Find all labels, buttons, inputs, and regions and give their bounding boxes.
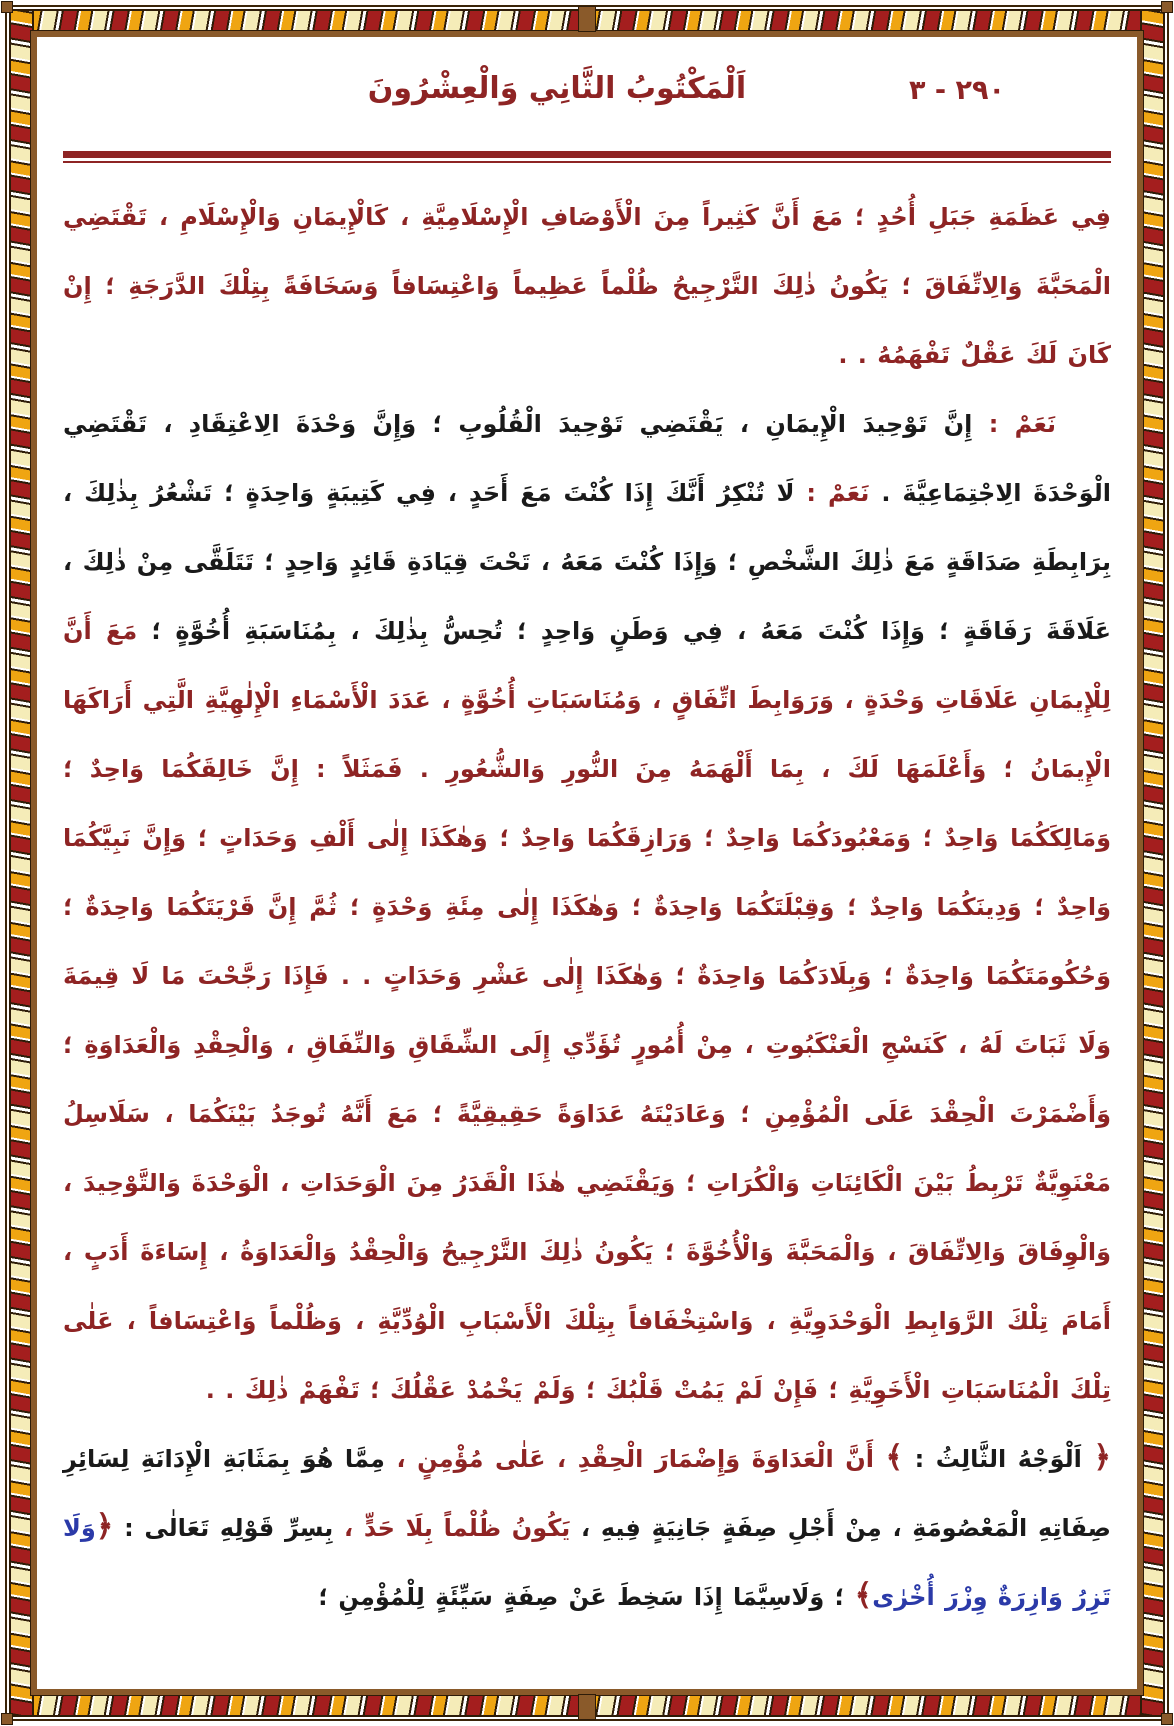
frame-corner-ornament <box>1 1 13 13</box>
divider-thick-rule <box>63 151 1111 158</box>
paragraph-1 <box>63 183 1111 390</box>
paragraph-2 <box>63 390 1111 1425</box>
text-run-maroon: يَكُونُ ظُلْماً بِلَا حَدٍّ ، <box>333 1514 571 1542</box>
divider-thin-rule <box>63 161 1111 163</box>
frame-corner-ornament <box>1161 1 1173 13</box>
page-number: ٢٩٠ - ٣ <box>909 75 1005 106</box>
ornate-bracket: ﴿ <box>1093 1440 1112 1475</box>
text-run-blue: وَلَا تَزِرُ وَازِرَةٌ وِزْرَ أُخْرٰى <box>63 1514 1111 1611</box>
header-divider <box>63 151 1111 163</box>
text-run-black: ؛ وَلَاسِيَّمَا إِذَا سَخِطَ عَنْ صِفَةٍ سَيِّئَةٍ لِلْمُؤْمِنِ ؛ <box>318 1583 855 1611</box>
page-header <box>63 37 1111 163</box>
text-run-maroon: أَنَّ الْعَدَاوَةَ وَإِضْمَارَ الْحِقْدِ ، عَلٰى مُؤْمِنٍ ، <box>384 1445 886 1473</box>
frame-corner-ornament <box>1161 1713 1173 1725</box>
frame-top-center-ornament <box>578 6 596 32</box>
ornate-bracket: ﴿ <box>95 1509 114 1544</box>
text-run-black: إِنَّ تَوْحِيدَ الْإِيمَانِ ، يَقْتَضِي تَوْحِيدَ الْقُلُوبِ ؛ وَإِنَّ وَحْدَةَ الِاعْتِقَادِ ، تَقْتَضِي الْوَحْدَةَ الِاجْتِمَاعِيَّةَ . <box>63 410 1111 507</box>
frame-bottom-center-ornament <box>578 1694 596 1720</box>
paragraph-3 <box>63 1425 1111 1632</box>
text-run-black: مِمَّا هُوَ بِمَثَابَةِ الْإِدَانَةِ لِسَائِرِ صِفَاتِهِ الْمَعْصُومَةِ ، مِنْ أَجْلِ صِفَةٍ جَانِيَةٍ فِيهِ ، <box>63 1445 1111 1542</box>
border-chain-pattern-right <box>1140 9 1165 1717</box>
ornate-bracket: ﴾ <box>885 1440 904 1475</box>
text-run-maroon: مَعَ أَنَّ لِلْإِيمَانِ عَلَاقَاتِ وَحْدَةٍ ، وَرَوَابِطَ اتِّفَاقٍ ، وَمُنَاسَبَاتِ أُخُوَّةٍ ، عَدَدَ الْأَسْمَاءِ الْإِلٰهِيَّةِ الَّتِي أَرَاكَهَا الْإِيمَانُ ؛ وَأَعْلَمَهَا لَكَ ، بِمَا أَلْهَمَهُ مِنَ النُّورِ وَالشُّعُورِ . فَمَثَلاً : إِنَّ خَالِقَكُمَا وَاحِدٌ ؛ وَمَالِكَكُمَا وَاحِدٌ ؛ وَمَعْبُودَكُمَا وَاحِدٌ ؛ وَرَازِقَكُمَا وَاحِدٌ ؛ وَهٰكَذَا إِلٰى أَلْفِ وَحَدَاتٍ ؛ وَإِنَّ نَبِيَّكُمَا وَاحِدٌ ؛ وَدِينَكُمَا وَاحِدٌ ؛ وَقِبْلَتَكُمَا وَاحِدَةٌ ؛ وَهٰكَذَا إِلٰى مِئَةِ وَحْدَةٍ ؛ ثُمَّ إِنَّ قَرْيَتَكُمَا وَاحِدَةٌ ؛ وَحُكُومَتَكُمَا وَاحِدَةٌ ؛ وَبِلَادَكُمَا وَاحِدَةٌ ؛ وَهٰكَذَا إِلٰى عَشْرِ وَحَدَاتٍ . . فَإِذَا رَجَّحْتَ مَا لَا قِيمَةَ وَلَا ثَبَاتَ لَهُ ، كَنَسْجِ الْعَنْكَبُوتِ ، مِنْ أُمُورٍ تُؤَدِّي إِلَى الشِّقَاقِ وَالنِّفَاقِ ، وَالْحِقْدِ وَالْعَدَاوَةِ ؛ وَأَضْمَرْتَ الْحِقْدَ عَلَى الْمُؤْمِنِ ؛ وَعَادَيْتَهُ عَدَاوَةً حَقِيقِيَّةً ؛ مَعَ أَنَّهُ تُوجَدُ بَيْنَكُمَا ، سَلَاسِلُ مَعْنَوِيَّةٌ تَرْبِطُ بَيْنَ الْكَائِنَاتِ وَالْكُرَاتِ ؛ وَيَقْتَضِي هٰذَا الْقَدَرُ مِنَ الْوَحَدَاتِ ، الْوَحْدَةَ وَالتَّوْحِيدَ ، وَالْوِفَاقَ وَالِاتِّفَاقَ ، وَالْمَحَبَّةَ وَالْأُخُوَّةَ ؛ يَكُونُ ذٰلِكَ التَّرْجِيحُ وَالْحِقْدُ وَالْعَدَاوَةُ ، إِسَاءَةَ أَدَبٍ ، أَمَامَ تِلْكَ الرَّوَابِطِ الْوَحْدَوِيَّةِ ، وَاسْتِخْفَافاً بِتِلْكَ الْأَسْبَابِ الْوُدِّيَّةِ ، وَظُلْماً وَاعْتِسَافاً ، عَلٰى تِلْكَ الْمُنَاسَبَاتِ الْأَخَوِيَّةِ ؛ فَإِنْ لَمْ يَمُتْ قَلْبُكَ ؛ وَلَمْ يَخْمُدْ عَقْلُكَ ؛ تَفْهَمْ ذٰلِكَ . . <box>63 617 1111 1404</box>
text-run-maroon: نَعَمْ : <box>794 479 870 507</box>
page-content <box>37 37 1137 1689</box>
text-run-maroon: نَعَمْ : <box>972 410 1057 438</box>
page-title: اَلْمَكْتُوبُ الثَّانِي وَالْعِشْرُونَ <box>367 71 747 106</box>
frame-corner-ornament <box>1 1713 13 1725</box>
border-chain-pattern-left <box>9 9 34 1717</box>
text-run-maroon: فِي عَظَمَةِ جَبَلِ أُحُدٍ ؛ مَعَ أَنَّ كَثِيراً مِنَ الْأَوْصَافِ الْإِسْلَامِيَّةِ ، كَالْإِيمَانِ وَالْإِسْلَامِ ، تَقْتَضِي الْمَحَبَّةَ وَالِاتِّفَاقَ ؛ يَكُونُ ذٰلِكَ التَّرْجِيحُ ظُلْماً عَظِيماً وَاعْتِسَافاً وَسَخَافَةً بِتِلْكَ الدَّرَجَةِ ؛ إِنْ كَانَ لَكَ عَقْلٌ تَفْهَمُهُ . . <box>63 203 1111 369</box>
text-run-black: بِسِرِّ قَوْلِهِ تَعَالٰى : <box>113 1514 334 1542</box>
body-text <box>63 183 1111 1632</box>
text-run-heading: اَلْوَجْهُ الثَّالِثُ : <box>903 1445 1094 1473</box>
ornate-bracket: ﴾ <box>854 1578 873 1613</box>
text-run-black: لَا تُنْكِرُ أَنَّكَ إِذَا كُنْتَ مَعَ أَحَدٍ ، فِي كَتِيبَةٍ وَاحِدَةٍ ؛ تَشْعُرُ بِذٰلِكَ ، بِرَابِطَةِ صَدَاقَةٍ مَعَ ذٰلِكَ الشَّخْصِ ؛ وَإِذَا كُنْتَ مَعَهُ ، تَحْتَ قِيَادَةِ قَائِدٍ وَاحِدٍ ؛ تَتَلَقَّى مِنْ ذٰلِكَ ، عَلَاقَةَ رَفَاقَةٍ ؛ وَإِذَا كُنْتَ مَعَهُ ، فِي وَطَنٍ وَاحِدٍ ؛ تُحِسُّ بِذٰلِكَ ، بِمُنَاسَبَةِ أُخُوَّةٍ ؛ <box>63 479 1111 645</box>
